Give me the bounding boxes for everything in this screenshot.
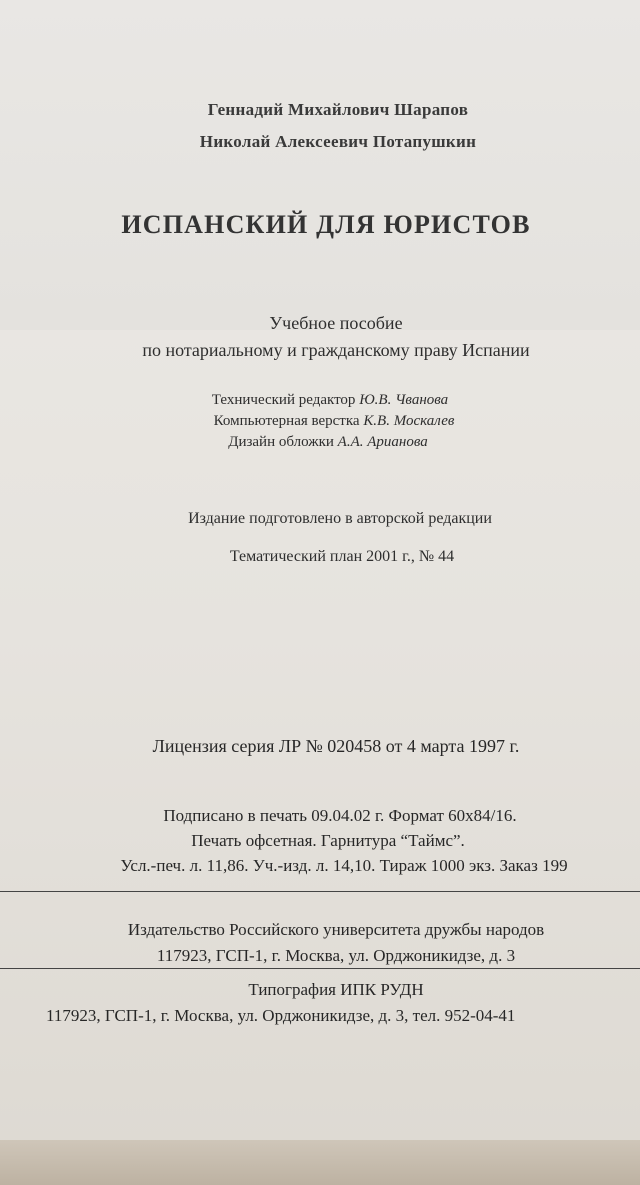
page-shade (0, 0, 640, 330)
printing-house-address: 117923, ГСП-1, г. Москва, ул. Орджоникидзе, д. 3, тел. 952-04-41 (46, 1006, 516, 1025)
author-1: Геннадий Михайлович Шарапов (207, 100, 469, 119)
credit-cover (8, 434, 640, 451)
edition-note: Издание подготовлено в авторской редакции (188, 510, 492, 527)
credit-name: Ю.В. Чванова (359, 392, 449, 408)
subtitle-line-1: Учебное пособие (269, 313, 403, 333)
credit-name: А.А. Арианова (337, 434, 428, 450)
publisher-address: 117923, ГСП-1, г. Москва, ул. Орджоникидзе, д. 3 (156, 946, 516, 965)
publisher-name: Издательство Российского университета дружбы народов (127, 920, 545, 939)
credit-role: Компьютерная верстка (213, 413, 360, 429)
divider-1 (0, 891, 640, 892)
divider-2 (0, 968, 640, 969)
author-2: Николай Алексеевич Потапушкин (199, 132, 477, 151)
print-info-2: Печать офсетная. Гарнитура “Таймс”. (191, 831, 465, 850)
thematic-plan: Тематический план 2001 г., № 44 (229, 548, 455, 565)
surface-below-page (0, 1140, 640, 1185)
print-info-3: Усл.-печ. л. 11,86. Уч.-изд. л. 14,10. Тираж 1000 экз. Заказ 199 (120, 856, 568, 875)
credit-role: Технический редактор (211, 392, 356, 408)
printing-house-name: Типография ИПК РУДН (248, 980, 424, 999)
license: Лицензия серия ЛР № 020458 от 4 марта 1997 г. (152, 736, 520, 756)
credit-layout (14, 413, 640, 430)
credit-name: К.В. Москалев (363, 413, 455, 429)
credit-tech-editor (10, 392, 640, 409)
subtitle-line-2: по нотариальному и гражданскому праву Испании (142, 340, 530, 360)
print-info-1: Подписано в печать 09.04.02 г. Формат 60x84/16. (163, 806, 517, 825)
credit-role: Дизайн обложки (228, 434, 334, 450)
book-title: ИСПАНСКИЙ ДЛЯ ЮРИСТОВ (121, 210, 531, 239)
